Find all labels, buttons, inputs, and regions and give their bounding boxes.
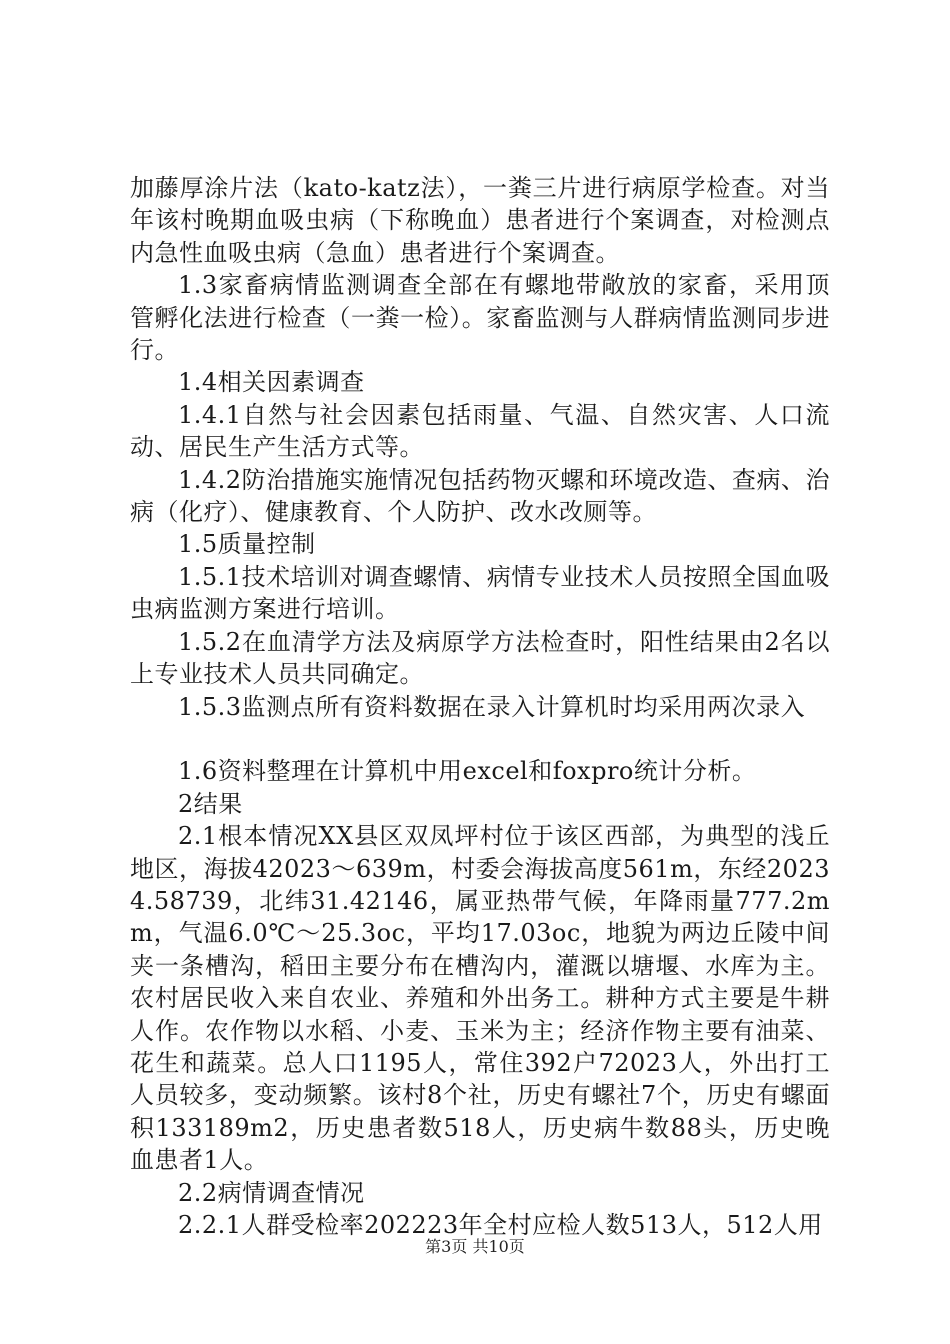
paragraph-1-3-livestock: 1.3家畜病情监测调查全部在有螺地带敞放的家畜，采用顶管孵化法进行检查（一粪一检）。家畜监测与人群病情监测同步进行。 bbox=[130, 271, 830, 365]
heading-1-4: 1.4相关因素调查 bbox=[178, 368, 365, 397]
heading-2-results: 2结果 bbox=[178, 789, 243, 818]
heading-2-2: 2.2病情调查情况 bbox=[178, 1178, 365, 1207]
blank-line bbox=[130, 723, 830, 755]
paragraph-1-4-1: 1.4.1自然与社会因素包括雨量、气温、自然灾害、人口流动、居民生产生活方式等。 bbox=[130, 400, 830, 462]
document-body bbox=[130, 172, 830, 1241]
paragraph-1-5-1: 1.5.1技术培训对调查螺情、病情专业技术人员按照全国血吸虫病监测方案进行培训。 bbox=[130, 562, 830, 624]
heading-1-5: 1.5质量控制 bbox=[178, 530, 316, 559]
paragraph-1-6: 1.6资料整理在计算机中用excel和foxpro统计分析。 bbox=[178, 757, 757, 786]
paragraph-1-5-3: 1.5.3监测点所有资料数据在录入计算机时均采用两次录入 bbox=[178, 692, 806, 721]
paragraph-2-1: 2.1根本情况XX县区双凤坪村位于该区西部，为典型的浅丘地区，海拔42023～639m，村委会海拔高度561m，东经20234.58739，北纬31.42146，属亚热带气候，年降雨量777.2mm，气温6.0℃～25.3oc，平均17.03oc，地貌为两边丘陵中间夹一条槽沟，稻田主要分布在槽沟内，灌溉以塘堰、水库为主。农村居民收入来自农业、养殖和外出务工。耕种方式主要是牛耕人作。农作物以水稻、小麦、玉米为主；经济作物主要有油菜、花生和蔬菜。总人口1195人，常住392户72023人，外出打工人员较多，变动频繁。该村8个社，历史有螺社7个，历史有螺面积133189m2，历史患者数518人，历史病牛数88头，历史晚血患者1人。 bbox=[130, 822, 830, 1175]
paragraph-2-2-1: 2.2.1人群受检率202223年全村应检人数513人，512人用 bbox=[178, 1210, 823, 1239]
paragraph-1-5-2: 1.5.2在血清学方法及病原学方法检查时，阳性结果由2名以上专业技术人员共同确定。 bbox=[130, 627, 830, 689]
page-footer: 第3页 共10页 bbox=[425, 1237, 525, 1256]
paragraph-1-4-2: 1.4.2防治措施实施情况包括药物灭螺和环境改造、查病、治病（化疗）、健康教育、个人防护、改水改厕等。 bbox=[130, 465, 830, 527]
paragraph-kato-katz: 加藤厚涂片法（kato-katz法），一粪三片进行病原学检查。对当年该村晚期血吸虫病（下称晚血）患者进行个案调查，对检测点内急性血吸虫病（急血）患者进行个案调查。 bbox=[130, 174, 830, 267]
